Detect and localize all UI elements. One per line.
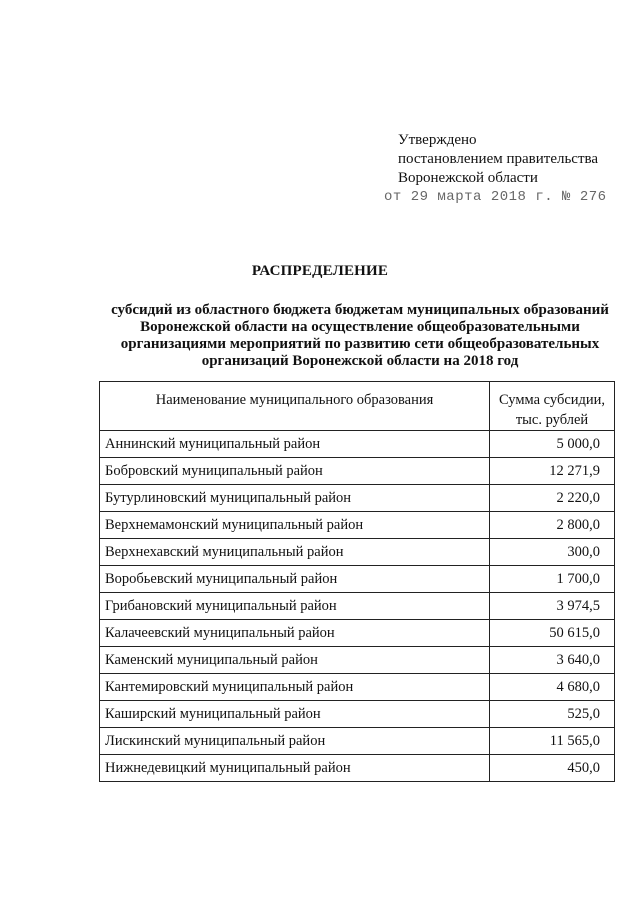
table-row xyxy=(100,647,615,674)
municipality-name: Аннинский муниципальный район xyxy=(100,431,490,458)
table-row xyxy=(100,701,615,728)
document-title: РАСПРЕДЕЛЕНИЕ xyxy=(251,263,389,279)
table-row xyxy=(100,674,615,701)
subsidy-amount: 300,0 xyxy=(490,539,615,566)
table-row xyxy=(100,728,615,755)
subsidy-amount: 2 220,0 xyxy=(490,485,615,512)
municipality-name: Калачеевский муниципальный район xyxy=(100,620,490,647)
municipality-name: Каширский муниципальный район xyxy=(100,701,490,728)
table-row xyxy=(100,620,615,647)
table-body xyxy=(100,431,615,782)
header-municipality: Наименование муниципального образования xyxy=(100,382,490,431)
table-row xyxy=(100,485,615,512)
header-amount-line-2: тыс. рублей xyxy=(515,412,589,428)
municipality-name: Каменский муниципальный район xyxy=(100,647,490,674)
municipality-name: Бобровский муниципальный район xyxy=(100,458,490,485)
municipality-name: Кантемировский муниципальный район xyxy=(100,674,490,701)
subtitle-line-1: субсидий из областного бюджета бюджетам муниципальных образований xyxy=(111,302,609,318)
subsidy-amount: 2 800,0 xyxy=(490,512,615,539)
table-row xyxy=(100,566,615,593)
header-amount-line-1: Сумма субсидии, xyxy=(498,392,606,408)
approval-line-resolution: постановлением правительства xyxy=(398,151,599,167)
municipality-name: Грибановский муниципальный район xyxy=(100,593,490,620)
subsidy-amount: 3 640,0 xyxy=(490,647,615,674)
municipality-name: Лискинский муниципальный район xyxy=(100,728,490,755)
subsidy-amount: 11 565,0 xyxy=(490,728,615,755)
municipality-name: Верхнехавский муниципальный район xyxy=(100,539,490,566)
subsidy-amount: 50 615,0 xyxy=(490,620,615,647)
subsidy-amount: 3 974,5 xyxy=(490,593,615,620)
subsidy-amount: 5 000,0 xyxy=(490,431,615,458)
header-amount xyxy=(490,382,615,431)
approval-date-stamp: от 29 марта 2018 г. № 276 xyxy=(384,189,607,205)
subsidy-amount: 4 680,0 xyxy=(490,674,615,701)
subsidy-distribution-table xyxy=(99,381,615,782)
table-row xyxy=(100,539,615,566)
subsidy-amount: 450,0 xyxy=(490,755,615,782)
table-row xyxy=(100,593,615,620)
approval-line-region: Воронежской области xyxy=(398,170,538,186)
subsidy-amount: 1 700,0 xyxy=(490,566,615,593)
municipality-name: Верхнемамонский муниципальный район xyxy=(100,512,490,539)
table-row xyxy=(100,431,615,458)
document-subtitle xyxy=(110,302,610,370)
municipality-name: Нижнедевицкий муниципальный район xyxy=(100,755,490,782)
municipality-name: Бутурлиновский муниципальный район xyxy=(100,485,490,512)
subtitle-line-4: организаций Воронежской области на 2018 год xyxy=(201,353,519,369)
table-row xyxy=(100,458,615,485)
subtitle-line-2: Воронежской области на осуществление общеобразовательными xyxy=(140,319,580,335)
table-row xyxy=(100,755,615,782)
municipality-name: Воробьевский муниципальный район xyxy=(100,566,490,593)
subsidy-amount: 12 271,9 xyxy=(490,458,615,485)
subsidy-amount: 525,0 xyxy=(490,701,615,728)
approval-block xyxy=(384,131,607,207)
table-header-row xyxy=(100,382,615,431)
table-row xyxy=(100,512,615,539)
approval-line-approved: Утверждено xyxy=(398,132,477,148)
subtitle-line-3: организациями мероприятий по развитию сети общеобразовательных xyxy=(120,336,600,352)
